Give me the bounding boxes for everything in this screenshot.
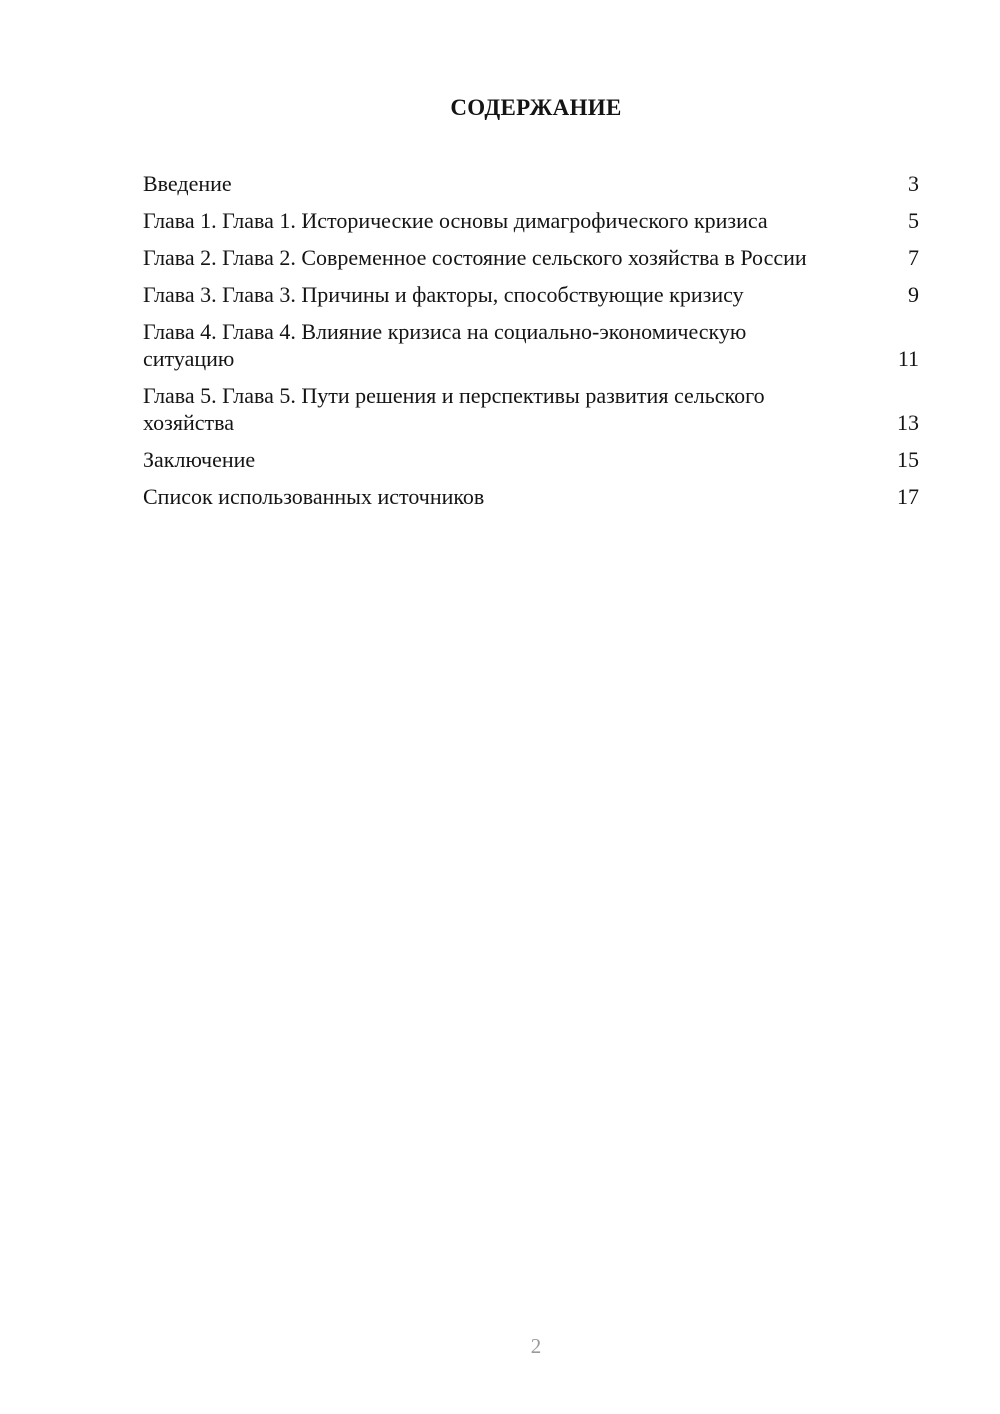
toc-entry-page: 17 [897,484,919,509]
toc-entry-text: Глава 2. Глава 2. Современное состояние сельского хозяйства в России [143,245,807,270]
toc-entry-page: 11 [897,346,919,371]
toc-entry-page: 5 [908,208,919,233]
toc-entry-text: Введение [143,171,232,196]
toc-entry-chapter-1 [143,207,919,234]
toc-entry-chapter-4 [143,318,919,372]
toc-entry-text: Заключение [143,447,256,472]
toc-list [143,170,919,520]
toc-entry-references [143,483,919,510]
toc-title: СОДЕРЖАНИЕ [450,95,622,120]
toc-entry-text: Глава 5. Глава 5. Пути решения и перспективы развития сельского хозяйства [143,383,765,435]
toc-entry-text: Глава 1. Глава 1. Исторические основы димагрофического кризиса [143,208,768,233]
page-number: 2 [530,1334,542,1358]
toc-entry-text: Глава 3. Глава 3. Причины и факторы, способствующие кризису [143,282,744,307]
toc-entry-page: 15 [897,447,919,472]
toc-entry-text: Список использованных источников [143,484,485,509]
toc-entry-page: 13 [897,410,919,435]
toc-entry-conclusion [143,446,919,473]
toc-entry-chapter-2 [143,244,919,271]
toc-entry-chapter-5 [143,382,919,436]
toc-entry-introduction [143,170,919,197]
toc-entry-page: 3 [908,171,919,196]
toc-entry-text: Глава 4. Глава 4. Влияние кризиса на социально-экономическую ситуацию [143,319,747,371]
toc-entry-page: 7 [908,245,919,270]
toc-entry-chapter-3 [143,281,919,308]
toc-entry-page: 9 [908,282,919,307]
